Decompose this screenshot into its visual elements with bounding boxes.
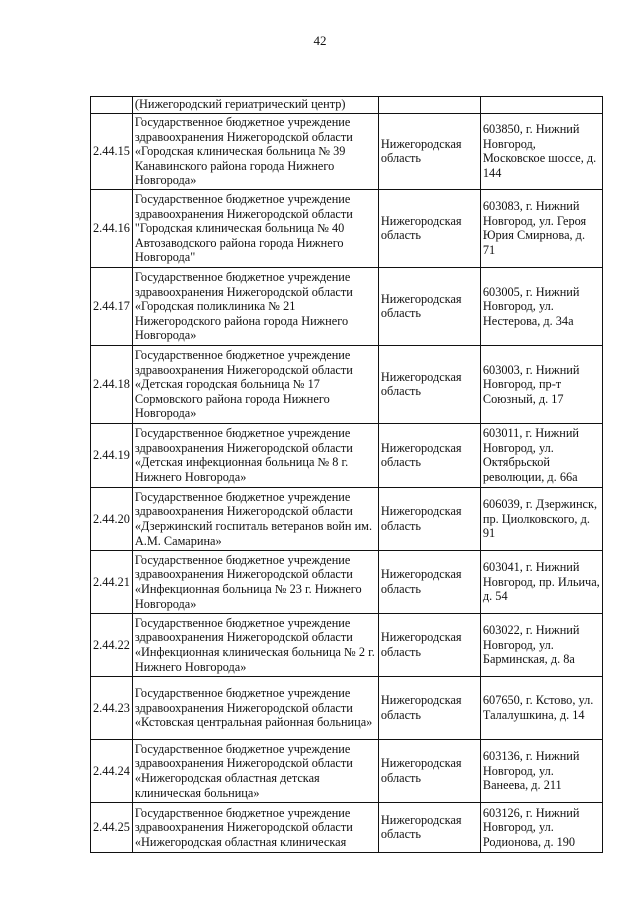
cell-region: Нижегородская область [378,114,480,190]
page-number: 42 [313,33,327,48]
cell-num [91,97,133,114]
cell-address: 603005, г. Нижний Новгород, ул. Нестерова, д. 34а [480,267,602,345]
table-row [91,345,603,423]
cell-num: 2.44.23 [91,676,133,739]
cell-name: Государственное бюджетное учреждение здравоохранения Нижегородской области «Дзержинский госпиталь ветеранов войн им. А.М. Самарина» [132,487,378,550]
cell-region: Нижегородская область [378,550,480,613]
cell-num: 2.44.20 [91,487,133,550]
cell-region: Нижегородская область [378,267,480,345]
cell-region: Нижегородская область [378,802,480,852]
cell-address: 603041, г. Нижний Новгород, пр. Ильича, д. 54 [480,550,602,613]
table-row [91,676,603,739]
cell-num: 2.44.25 [91,802,133,852]
cell-name: Государственное бюджетное учреждение здравоохранения Нижегородской области «Инфекционная клиническая больница № 2 г. Нижнего Новгорода» [132,613,378,676]
cell-num: 2.44.21 [91,550,133,613]
continuation-row [91,97,603,114]
cell-name: Государственное бюджетное учреждение здравоохранения Нижегородской области «Городская поликлиника № 21 Нижегородского района города Нижнего Новгорода» [132,267,378,345]
cell-address: 603126, г. Нижний Новгород, ул. Родионова, д. 190 [480,802,602,852]
cell-num: 2.44.15 [91,114,133,190]
cell-num: 2.44.16 [91,189,133,267]
cell-address: 606039, г. Дзержинск, пр. Циолковского, д. 91 [480,487,602,550]
cell-region: Нижегородская область [378,613,480,676]
cell-name: Государственное бюджетное учреждение здравоохранения Нижегородской области «Нижегородская областная клиническая [132,802,378,852]
cell-address: 603011, г. Нижний Новгород, ул. Октябрьской революции, д. 66а [480,423,602,487]
table-row [91,114,603,190]
institutions-table [90,96,603,853]
cell-num: 2.44.24 [91,739,133,802]
cell-region: Нижегородская область [378,189,480,267]
table-row [91,267,603,345]
cell-region: Нижегородская область [378,676,480,739]
table-row [91,739,603,802]
cell-address: 603083, г. Нижний Новгород, ул. Героя Юрия Смирнова, д. 71 [480,189,602,267]
cell-region: Нижегородская область [378,487,480,550]
cell-region: Нижегородская область [378,739,480,802]
cell-name: Государственное бюджетное учреждение здравоохранения Нижегородской области «Детская инфекционная больница № 8 г. Нижнего Новгорода» [132,423,378,487]
cell-address: 603003, г. Нижний Новгород, пр-т Союзный, д. 17 [480,345,602,423]
cell-name: Государственное бюджетное учреждение здравоохранения Нижегородской области «Детская городская больница № 17 Сормовского района города Нижнего Новгорода» [132,345,378,423]
cell-num: 2.44.19 [91,423,133,487]
table-row [91,189,603,267]
cell-name: Государственное бюджетное учреждение здравоохранения Нижегородской области «Нижегородская областная детская клиническая больница» [132,739,378,802]
cell-address [480,97,602,114]
table-row [91,613,603,676]
cell-name: Государственное бюджетное учреждение здравоохранения Нижегородской области «Кстовская центральная районная больница» [132,676,378,739]
cell-name: Государственное бюджетное учреждение здравоохранения Нижегородской области «Городская клиническая больница № 39 Канавинского района города Нижнего Новгорода» [132,114,378,190]
cell-num: 2.44.17 [91,267,133,345]
cell-address: 603022, г. Нижний Новгород, ул. Барминская, д. 8а [480,613,602,676]
cell-region: Нижегородская область [378,345,480,423]
cell-name: Государственное бюджетное учреждение здравоохранения Нижегородской области «Инфекционная больница № 23 г. Нижнего Новгорода» [132,550,378,613]
cell-name: (Нижегородский гериатрический центр) [132,97,378,114]
cell-address: 607650, г. Кстово, ул. Талалушкина, д. 14 [480,676,602,739]
cell-address: 603850, г. Нижний Новгород, Московское шоссе, д. 144 [480,114,602,190]
table-row [91,423,603,487]
table-row [91,802,603,852]
cell-region [378,97,480,114]
table-row [91,550,603,613]
cell-region: Нижегородская область [378,423,480,487]
cell-address: 603136, г. Нижний Новгород, ул. Ванеева, д. 211 [480,739,602,802]
cell-name: Государственное бюджетное учреждение здравоохранения Нижегородской области "Городская клиническая больница № 40 Автозаводского района города Нижнего Новгорода" [132,189,378,267]
cell-num: 2.44.18 [91,345,133,423]
cell-num: 2.44.22 [91,613,133,676]
table-row [91,487,603,550]
